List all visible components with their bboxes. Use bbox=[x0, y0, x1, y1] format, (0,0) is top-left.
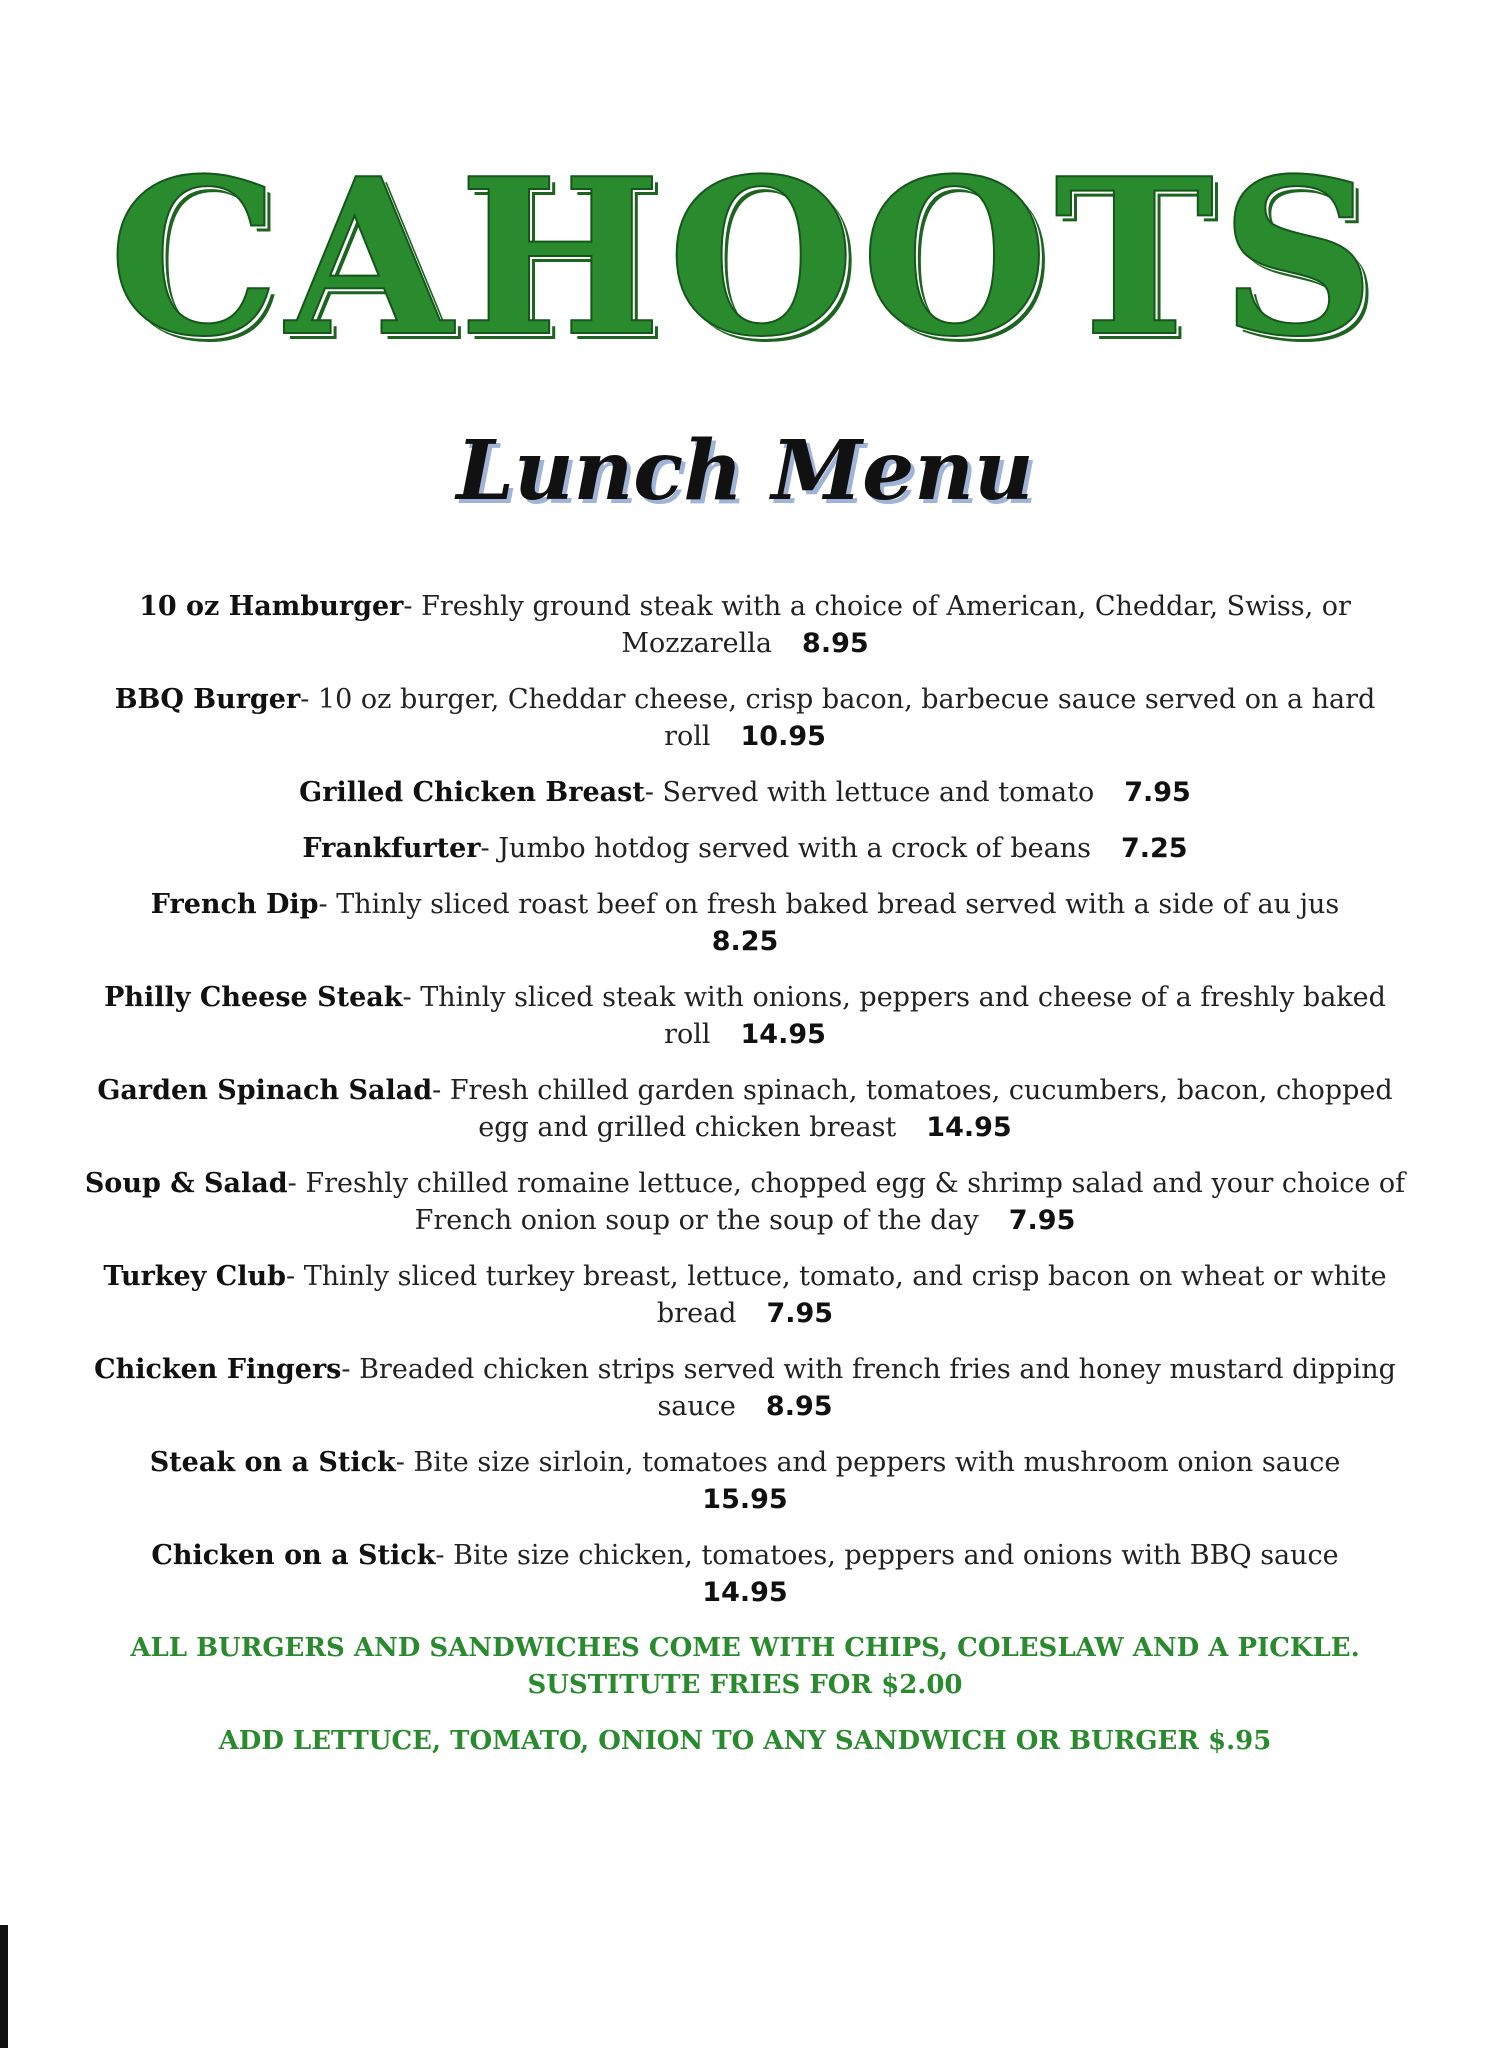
menu-item: Chicken Fingers- Breaded chicken strips served with french fries and honey mustard dipping sauce 8.95 bbox=[94, 1354, 1396, 1422]
item-price: 8.95 bbox=[802, 628, 869, 659]
sides-note-line2: SUSTITUTE FRIES FOR $2.00 bbox=[527, 1670, 963, 1700]
item-price: 8.95 bbox=[765, 1391, 833, 1422]
item-price: 14.95 bbox=[740, 1019, 826, 1050]
item-description: 10 oz burger, Cheddar cheese, crisp bacon, barbecue sauce served on a hard roll bbox=[317, 684, 1376, 752]
menu-item: Steak on a Stick- Bite size sirloin, tomatoes and peppers with mushroom onion sauce 15.95 bbox=[149, 1447, 1341, 1515]
menu-item: Philly Cheese Steak- Thinly sliced steak with onions, peppers and cheese of a freshly baked roll 14.95 bbox=[104, 982, 1386, 1050]
item-name: Turkey Club bbox=[103, 1261, 287, 1292]
item-name: Garden Spinach Salad bbox=[97, 1075, 433, 1106]
item-price: 7.95 bbox=[1124, 777, 1191, 808]
item-name: BBQ Burger bbox=[114, 684, 301, 715]
sides-note-line1: ALL BURGERS AND SANDWICHES COME WITH CHIPS, COLESLAW AND A PICKLE. bbox=[130, 1633, 1360, 1663]
item-name: 10 oz Hamburger bbox=[139, 591, 404, 622]
item-name: Steak on a Stick bbox=[149, 1447, 396, 1478]
menu-item: Grilled Chicken Breast- Served with lettuce and tomato 7.95 bbox=[299, 777, 1191, 808]
menu-item: BBQ Burger- 10 oz burger, Cheddar cheese, crisp bacon, barbecue sauce served on a hard roll 10.95 bbox=[114, 684, 1376, 752]
menu-item: Frankfurter- Jumbo hotdog served with a crock of beans 7.25 bbox=[302, 833, 1188, 864]
item-description: Freshly chilled romaine lettuce, chopped egg & shrimp salad and your choice of French onion soup or the soup of the day bbox=[305, 1168, 1406, 1236]
menu-list bbox=[70, 588, 1420, 1779]
item-description: Jumbo hotdog served with a crock of beans bbox=[498, 833, 1091, 864]
item-price: 10.95 bbox=[740, 721, 826, 752]
item-description: Breaded chicken strips served with french fries and honey mustard dipping sauce bbox=[359, 1354, 1396, 1422]
menu-item: 10 oz Hamburger- Freshly ground steak with a choice of American, Cheddar, Swiss, or Mozzarella 8.95 bbox=[139, 591, 1351, 659]
menu-item: French Dip- Thinly sliced roast beef on fresh baked bread served with a side of au jus 8.25 bbox=[150, 889, 1340, 957]
item-description: Served with lettuce and tomato bbox=[662, 777, 1095, 808]
item-description: Freshly ground steak with a choice of American, Cheddar, Swiss, or Mozzarella bbox=[421, 591, 1351, 659]
item-description: Thinly sliced steak with onions, peppers and cheese of a freshly baked roll bbox=[420, 982, 1386, 1050]
item-description: Thinly sliced roast beef on fresh baked bread served with a side of au jus bbox=[336, 889, 1340, 920]
item-description: Bite size sirloin, tomatoes and peppers with mushroom onion sauce bbox=[413, 1447, 1341, 1478]
item-name: French Dip bbox=[150, 889, 319, 920]
sides-note bbox=[70, 1630, 1420, 1704]
item-price: 8.25 bbox=[711, 926, 779, 957]
item-name: Soup & Salad bbox=[84, 1168, 288, 1199]
item-price: 14.95 bbox=[926, 1112, 1012, 1143]
addon-note: ADD LETTUCE, TOMATO, ONION TO ANY SANDWICH OR BURGER $.95 bbox=[218, 1726, 1272, 1756]
item-description: Fresh chilled garden spinach, tomatoes, cucumbers, bacon, chopped egg and grilled chicken breast bbox=[449, 1075, 1393, 1143]
menu-subtitle: Lunch Menu bbox=[456, 423, 1034, 519]
item-price: 7.25 bbox=[1120, 833, 1188, 864]
menu-item: Soup & Salad- Freshly chilled romaine lettuce, chopped egg & shrimp salad and your choice of French onion soup or the soup of the day 7.95 bbox=[84, 1168, 1406, 1236]
item-price: 15.95 bbox=[702, 1484, 788, 1515]
item-name: Grilled Chicken Breast bbox=[299, 777, 645, 808]
item-name: Chicken Fingers bbox=[94, 1354, 342, 1385]
item-name: Philly Cheese Steak bbox=[104, 982, 403, 1013]
item-description: Thinly sliced turkey breast, lettuce, tomato, and crisp bacon on wheat or white bread bbox=[303, 1261, 1387, 1329]
item-name: Frankfurter bbox=[302, 833, 481, 864]
restaurant-logo: CAHOOTS bbox=[108, 131, 1382, 384]
menu-item: Garden Spinach Salad- Fresh chilled garden spinach, tomatoes, cucumbers, bacon, chopped egg and grilled chicken breast 14.95 bbox=[97, 1075, 1393, 1143]
menu-item: Turkey Club- Thinly sliced turkey breast, lettuce, tomato, and crisp bacon on wheat or white bread 7.95 bbox=[103, 1261, 1387, 1329]
item-description: Bite size chicken, tomatoes, peppers and onions with BBQ sauce bbox=[453, 1540, 1339, 1571]
menu-item: Chicken on a Stick- Bite size chicken, tomatoes, peppers and onions with BBQ sauce 14.95 bbox=[151, 1540, 1339, 1608]
item-price: 7.95 bbox=[766, 1298, 834, 1329]
scan-edge-mark bbox=[0, 1925, 8, 2048]
item-price: 14.95 bbox=[702, 1577, 788, 1608]
item-price: 7.95 bbox=[1008, 1205, 1076, 1236]
item-name: Chicken on a Stick bbox=[151, 1540, 436, 1571]
